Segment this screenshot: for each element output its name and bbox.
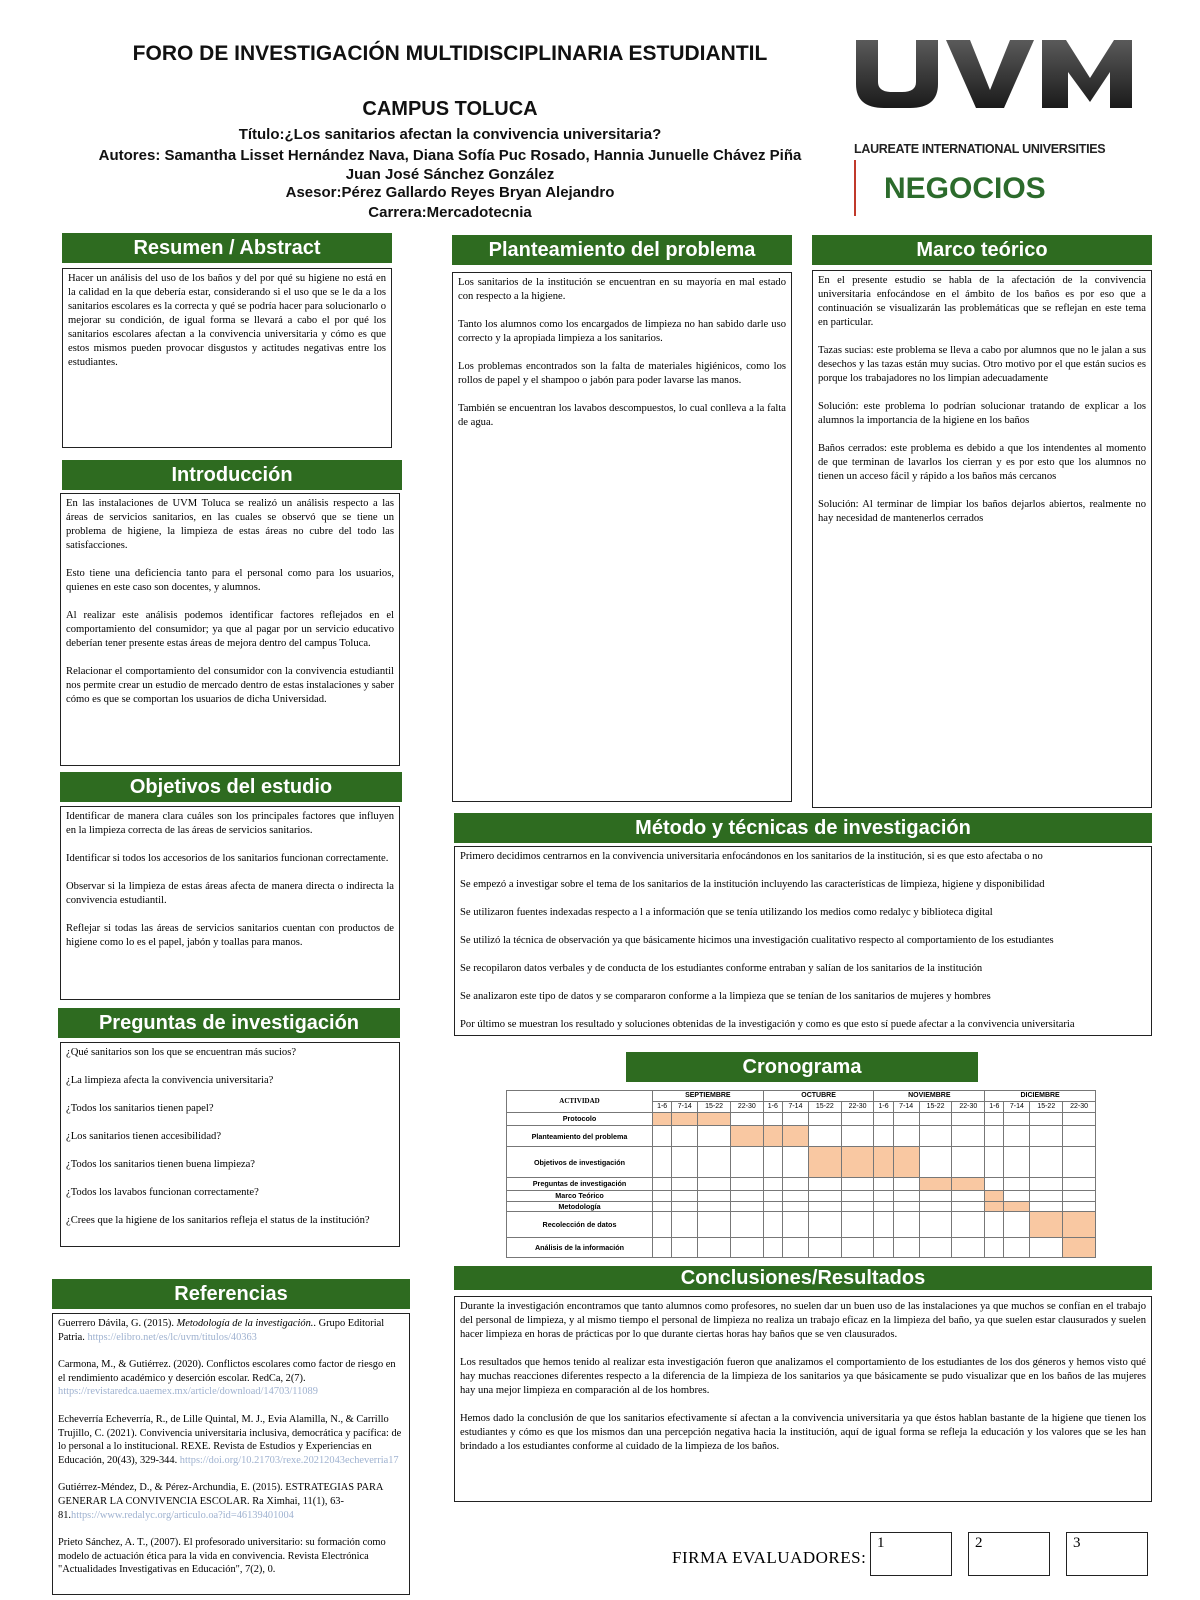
month-header: OCTUBRE: [763, 1091, 874, 1102]
schedule-cell: [874, 1177, 893, 1190]
schedule-cell: [919, 1147, 952, 1177]
introduccion-box: [60, 493, 400, 766]
reference-item: Gutiérrez-Méndez, D., & Pérez-Archundia, E. (2015). ESTRATEGIAS PARA GENERAR LA CONVIVENCIA ESCOLAR. Ra Ximhai, 11(1), 63-81.https://www.redalyc.org/articulo.oa?id=46139401004: [58, 1482, 383, 1521]
schedule-cell: [952, 1238, 985, 1258]
schedule-cell: [952, 1201, 985, 1212]
schedule-cell: [874, 1238, 893, 1258]
conclusiones-paragraph: Durante la investigación encontramos que tanto alumnos como profesores, no suelen dar un buen uso de las instalaciones ya que muchos se confían en el trabajo del personal de limpieza, y al mismo tiempo el personal de limpieza no realiza un trabajo eficaz en la limpieza del baño, ya que suelen estar clausurados y suelen hacer limpieza en horas de prácticas por lo que durante ciertas horas hay baños que se ven clausurados.: [460, 1301, 1146, 1340]
schedule-cell: [808, 1125, 841, 1147]
signature-box-3[interactable]: 3: [1066, 1532, 1148, 1576]
schedule-cell: [985, 1190, 1004, 1201]
schedule-cell: [808, 1112, 841, 1125]
referencias-title: Referencias: [52, 1279, 410, 1309]
schedule-cell: [730, 1238, 763, 1258]
referencias-box: [52, 1313, 410, 1595]
cronograma-row: [507, 1147, 1096, 1177]
schedule-cell: [841, 1238, 874, 1258]
schedule-cell: [1063, 1190, 1096, 1201]
week-header: 15-22: [808, 1101, 841, 1112]
cronograma-title: Cronograma: [626, 1052, 978, 1082]
schedule-cell: [1004, 1147, 1030, 1177]
schedule-cell: [1004, 1112, 1030, 1125]
schedule-cell: [841, 1112, 874, 1125]
schedule-cell: [763, 1112, 782, 1125]
planteamiento-title: Planteamiento del problema: [452, 235, 792, 265]
schedule-cell: [653, 1201, 672, 1212]
schedule-cell: [698, 1238, 731, 1258]
logo-divider: [854, 160, 856, 216]
schedule-cell: [1030, 1190, 1063, 1201]
schedule-cell: [698, 1212, 731, 1238]
uvm-logo-mark: [854, 38, 1134, 110]
pregunta-item: ¿Todos los sanitarios tienen papel?: [66, 1103, 214, 1114]
schedule-cell: [1004, 1201, 1030, 1212]
schedule-cell: [952, 1112, 985, 1125]
week-header: 1-6: [874, 1101, 893, 1112]
schedule-cell: [653, 1125, 672, 1147]
objetivos-paragraph: Identificar de manera clara cuáles son los principales factores que influyen en la limpieza correcta de las áreas de servicios sanitarios.: [66, 811, 394, 836]
month-header: SEPTIEMBRE: [653, 1091, 764, 1102]
conclusiones-title: Conclusiones/Resultados: [454, 1266, 1152, 1290]
marco-paragraph: En el presente estudio se habla de la afectación de la convivencia universitaria enfocándose en el ámbito de los baños es por eso que a continuación se visualizarán las problemáticas que se reflejan en este tema en particular.: [818, 275, 1146, 328]
schedule-cell: [985, 1238, 1004, 1258]
uvm-logo: [850, 38, 1140, 214]
introduccion-paragraph: Al realizar este análisis podemos identificar factores reflejados en el comportamiento del consumidor; ya que al pagar por un servicio educativo deberían tener presente estas áreas de mejora dentro del campus Toluca.: [66, 610, 394, 649]
pregunta-item: ¿Todos los lavabos funcionan correctamente?: [66, 1187, 259, 1198]
reference-link[interactable]: https://revistaredca.uaemex.mx/article/download/14703/11089: [58, 1386, 318, 1398]
objetivos-paragraph: Identificar si todos los accesorios de los sanitarios funcionan correctamente.: [66, 853, 389, 864]
week-header: 22-30: [841, 1101, 874, 1112]
campus-title: CAMPUS TOLUCA: [362, 98, 538, 120]
schedule-cell: [672, 1177, 698, 1190]
signature-box-2[interactable]: 2: [968, 1532, 1050, 1576]
schedule-cell: [985, 1125, 1004, 1147]
schedule-cell: [1063, 1212, 1096, 1238]
activity-label: Planteamiento del problema: [507, 1125, 653, 1147]
objetivos-box: [60, 806, 400, 1000]
metodo-box: [454, 846, 1152, 1036]
cronograma-row: [507, 1177, 1096, 1190]
metodo-title: Método y técnicas de investigación: [454, 813, 1152, 843]
planteamiento-box: [452, 272, 792, 802]
schedule-cell: [1004, 1212, 1030, 1238]
reference-item: Echeverría Echeverría, R., de Lille Quintal, M. J., Evia Alamilla, N., & Carrillo Trujillo, C. (2021). Convivencia universitaria inclusiva, democrática y pacífica: de lo personal a lo institucional. REXE. Revista de Estudios y Experiencias en Educación, 20(43), 329-344. https://doi.org/10.21703/rexe.20212043echeverria17: [58, 1413, 402, 1466]
schedule-cell: [841, 1177, 874, 1190]
schedule-cell: [730, 1147, 763, 1177]
schedule-cell: [1004, 1177, 1030, 1190]
cronograma-row: [507, 1212, 1096, 1238]
week-header: 15-22: [919, 1101, 952, 1112]
advisor: Asesor:Pérez Gallardo Reyes Bryan Alejandro: [285, 184, 615, 201]
schedule-cell: [1030, 1125, 1063, 1147]
resumen-box: [62, 268, 392, 448]
schedule-cell: [841, 1125, 874, 1147]
schedule-cell: [952, 1212, 985, 1238]
schedule-cell: [985, 1177, 1004, 1190]
objetivos-paragraph: Reflejar si todas las áreas de servicios sanitarios cuentan con productos de higiene como lo es el papel, jabón y toallas para manos.: [66, 923, 394, 948]
marco-paragraph: Tazas sucias: este problema se lleva a cabo por alumnos que no le jalan a sus desechos y las tazas están muy sucias. Otro motivo por el que están sucios es porque los trabajadores no los limpian adecuadamente: [818, 345, 1146, 384]
schedule-cell: [672, 1212, 698, 1238]
pregunta-item: ¿Crees que la higiene de los sanitarios refleja el status de la institución?: [66, 1215, 370, 1226]
schedule-cell: [919, 1125, 952, 1147]
introduccion-paragraph: Esto tiene una deficiencia tanto para el personal como para los usuarios, quienes en este caso son docentes, y alumnos.: [66, 568, 394, 593]
schedule-cell: [672, 1201, 698, 1212]
objetivos-title: Objetivos del estudio: [60, 772, 402, 802]
laureate-label: LAUREATE INTERNATIONAL UNIVERSITIES: [854, 142, 1106, 156]
activity-label: Preguntas de investigación: [507, 1177, 653, 1190]
schedule-cell: [730, 1190, 763, 1201]
introduccion-title: Introducción: [62, 460, 402, 490]
schedule-cell: [653, 1147, 672, 1177]
metodo-paragraph: Se analizaron este tipo de datos y se compararon conforme a la limpieza que se tenían de los sanitarios de mujeres y hombres: [460, 991, 991, 1002]
schedule-cell: [782, 1112, 808, 1125]
schedule-cell: [672, 1147, 698, 1177]
pregunta-item: ¿La limpieza afecta la convivencia universitaria?: [66, 1075, 274, 1086]
signature-box-1[interactable]: 1: [870, 1532, 952, 1576]
authors-line-2: Juan José Sánchez González: [345, 166, 555, 183]
schedule-cell: [1030, 1147, 1063, 1177]
conclusiones-paragraph: Los resultados que hemos tenido al realizar esta investigación fueron que analizamos el comportamiento de los estudiantes de los dos géneros y hemos visto qué hay muchas reacciones diferentes respecto a la diferencia de la limpieza de los sanitarios ya que básicamente se pudo visualizar que en los baños de las mujeres hay una mejor limpieza en comparación al de los hombres.: [460, 1357, 1146, 1396]
schedule-cell: [841, 1212, 874, 1238]
metodo-paragraph: Se empezó a investigar sobre el tema de los sanitarios de la institución incluyendo las características de limpieza, higiene y disponibilidad: [460, 879, 1045, 890]
schedule-cell: [919, 1177, 952, 1190]
reference-item: Guerrero Dávila, G. (2015). Metodología de la investigación.. Grupo Editorial Patria. https://elibro.net/es/lc/uvm/titulos/40363: [58, 1318, 385, 1343]
schedule-cell: [730, 1201, 763, 1212]
activity-label: Análisis de la información: [507, 1238, 653, 1258]
schedule-cell: [653, 1177, 672, 1190]
schedule-cell: [1030, 1238, 1063, 1258]
cronograma-row: [507, 1238, 1096, 1258]
reference-item: Prieto Sánchez, A. T., (2007). El profesorado universitario: su formación como modelo de actuación ética para la vida en convivencia. Revista Electrónica "Actualidades Investigativas en Educación", 7(2), 0.: [58, 1537, 386, 1576]
reference-link[interactable]: https://doi.org/10.21703/rexe.20212043echeverria17: [179, 1454, 399, 1466]
resumen-title: Resumen / Abstract: [62, 233, 392, 263]
schedule-cell: [874, 1112, 893, 1125]
reference-link[interactable]: https://www.redalyc.org/articulo.oa?id=46139401004: [71, 1509, 294, 1521]
schedule-cell: [672, 1238, 698, 1258]
schedule-cell: [1030, 1212, 1063, 1238]
metodo-paragraph: Primero decidimos centrarnos en la convivencia universitaria enfocándonos en los sanitarios de la institución, si es que esto afectaba o no: [460, 851, 1043, 862]
introduccion-paragraph: En las instalaciones de UVM Toluca se realizó un análisis respecto a las áreas de servicios sanitarios, en las cuales se observó que se tiene un problema de higiene, la limpieza de estas áreas no cubre del todo las satisfacciones.: [66, 498, 394, 551]
authors-line-1: Autores: Samantha Lisset Hernández Nava, Diana Sofía Puc Rosado, Hannia Junuelle Chávez Piña: [98, 147, 802, 164]
week-header: 22-30: [952, 1101, 985, 1112]
reference-link[interactable]: https://elibro.net/es/lc/uvm/titulos/40363: [87, 1331, 257, 1343]
career: Carrera:Mercadotecnia: [368, 204, 532, 221]
schedule-cell: [808, 1177, 841, 1190]
activity-label: Metodología: [507, 1201, 653, 1212]
schedule-cell: [919, 1201, 952, 1212]
introduccion-paragraph: Relacionar el comportamiento del consumidor con la convivencia estudiantil nos permite crear un estudio de mercado dentro de estas instalaciones y saber cómo es que se comportan los usuarios de dicha Universidad.: [66, 666, 394, 705]
marco-paragraph: Baños cerrados: este problema es debido a que los intendentes al momento de que terminan de lavarlos los cierran y es por esto que los alumnos no tienen un acceso fácil y rápido a los baños más cercanos: [818, 443, 1146, 482]
week-header: 1-6: [763, 1101, 782, 1112]
schedule-cell: [893, 1190, 919, 1201]
authors: [40, 146, 860, 184]
week-header: 7-14: [1004, 1101, 1030, 1112]
schedule-cell: [893, 1177, 919, 1190]
objetivos-paragraph: Observar si la limpieza de estas áreas afecta de manera directa o indirecta la convivencia estudiantil.: [66, 881, 394, 906]
schedule-cell: [985, 1201, 1004, 1212]
planteamiento-paragraph: Tanto los alumnos como los encargados de limpieza no han sabido darle uso correcto y la apropiada limpieza a los sanitarios.: [458, 319, 786, 344]
schedule-cell: [1063, 1177, 1096, 1190]
week-header: 15-22: [698, 1101, 731, 1112]
resumen-paragraph: Hacer un análisis del uso de los baños y del por qué su higiene no está en la calidad en la que debería estar, considerando si el uso que se le da a los sanitarios escolares es la correcta y qué se podría hacer para solucionarlo o mejorar su condición, de igual forma se llevará a cabo el por qué los sanitarios escolares afectan a la convivencia universitaria y cómo es que estos mismos pueden provocar disgustos y actitudes negativas entre los estudiantes.: [68, 273, 386, 368]
cronograma-month-row: [507, 1091, 1096, 1102]
pregunta-item: ¿Qué sanitarios son los que se encuentran más sucios?: [66, 1047, 297, 1058]
schedule-cell: [808, 1238, 841, 1258]
marco-paragraph: Solución: este problema lo podrían solucionar tratando de explicar a los alumnos la importancia de la higiene en los baños: [818, 401, 1146, 426]
metodo-paragraph: Se utilizó la técnica de observación ya que básicamente hicimos una investigación cualitativo respecto al comportamiento de los estudiantes: [460, 935, 1054, 946]
week-header: 1-6: [653, 1101, 672, 1112]
schedule-cell: [1063, 1238, 1096, 1258]
schedule-cell: [808, 1190, 841, 1201]
cronograma-row: [507, 1112, 1096, 1125]
week-header: 22-30: [1063, 1101, 1096, 1112]
week-header: 7-14: [782, 1101, 808, 1112]
schedule-cell: [698, 1190, 731, 1201]
week-header: 7-14: [672, 1101, 698, 1112]
schedule-cell: [893, 1201, 919, 1212]
activity-label: Objetivos de investigación: [507, 1147, 653, 1177]
schedule-cell: [874, 1125, 893, 1147]
metodo-paragraph: Se recopilaron datos verbales y de conducta de los estudiantes conforme entraban y salían de los sanitarios de la institución: [460, 963, 983, 974]
negocios-label: NEGOCIOS: [884, 172, 1046, 205]
event-title: FORO DE INVESTIGACIÓN MULTIDISCIPLINARIA ESTUDIANTIL: [132, 42, 768, 65]
schedule-cell: [763, 1201, 782, 1212]
schedule-cell: [763, 1212, 782, 1238]
planteamiento-paragraph: También se encuentran los lavabos descompuestos, lo cual conlleva a la falta de agua.: [458, 403, 786, 428]
activity-label: Recolección de datos: [507, 1212, 653, 1238]
schedule-cell: [893, 1125, 919, 1147]
schedule-cell: [952, 1177, 985, 1190]
schedule-cell: [698, 1112, 731, 1125]
schedule-cell: [893, 1212, 919, 1238]
pregunta-item: ¿Los sanitarios tienen accesibilidad?: [66, 1131, 222, 1142]
schedule-cell: [808, 1147, 841, 1177]
schedule-cell: [1004, 1238, 1030, 1258]
schedule-cell: [730, 1125, 763, 1147]
schedule-cell: [672, 1125, 698, 1147]
metodo-paragraph: Por último se muestran los resultado y soluciones obtenidas de la investigación y como es que esto sí puede afectar a la convivencia universitaria: [460, 1019, 1075, 1030]
schedule-cell: [698, 1147, 731, 1177]
schedule-cell: [782, 1177, 808, 1190]
schedule-cell: [763, 1190, 782, 1201]
schedule-cell: [952, 1147, 985, 1177]
week-header: 1-6: [985, 1101, 1004, 1112]
schedule-cell: [763, 1177, 782, 1190]
schedule-cell: [763, 1125, 782, 1147]
reference-item: Carmona, M., & Gutiérrez. (2020). Conflictos escolares como factor de riesgo en el rendimiento académico y deserción escolar. RedCa, 2(7). https://revistaredca.uaemex.mx/article/download/14703/11089: [58, 1359, 396, 1398]
schedule-cell: [841, 1147, 874, 1177]
schedule-cell: [782, 1212, 808, 1238]
conclusiones-paragraph: Hemos dado la conclusión de que los sanitarios efectivamente sí afectan a la convivencia universitaria ya que éstos hablan bastante de la higiene que tienen los estudiantes y cómo es que los mismos dan una percepción negativa hacia la institución, aquí de igual forma se refleja la educación y los valores que se les han brindado a los estudiantes conforme al cuidado de la limpieza de los baños.: [460, 1413, 1146, 1452]
schedule-cell: [985, 1147, 1004, 1177]
cronograma-table: [506, 1090, 1096, 1258]
schedule-cell: [808, 1212, 841, 1238]
schedule-cell: [782, 1125, 808, 1147]
schedule-cell: [1030, 1112, 1063, 1125]
schedule-cell: [952, 1190, 985, 1201]
preguntas-box: [60, 1042, 400, 1247]
schedule-cell: [763, 1238, 782, 1258]
week-header: 15-22: [1030, 1101, 1063, 1112]
schedule-cell: [653, 1112, 672, 1125]
schedule-cell: [730, 1212, 763, 1238]
schedule-cell: [782, 1201, 808, 1212]
schedule-cell: [874, 1212, 893, 1238]
preguntas-title: Preguntas de investigación: [58, 1008, 400, 1038]
marco-box: [812, 270, 1152, 808]
week-header: 22-30: [730, 1101, 763, 1112]
schedule-cell: [841, 1190, 874, 1201]
schedule-cell: [952, 1125, 985, 1147]
activity-label: Marco Teórico: [507, 1190, 653, 1201]
actividad-header: ACTIVIDAD: [507, 1091, 653, 1113]
schedule-cell: [808, 1201, 841, 1212]
schedule-cell: [1030, 1177, 1063, 1190]
schedule-cell: [763, 1147, 782, 1177]
schedule-cell: [919, 1212, 952, 1238]
schedule-cell: [1030, 1201, 1063, 1212]
schedule-cell: [698, 1201, 731, 1212]
pregunta-item: ¿Todos los sanitarios tienen buena limpieza?: [66, 1159, 256, 1170]
schedule-cell: [653, 1212, 672, 1238]
schedule-cell: [730, 1177, 763, 1190]
schedule-cell: [782, 1147, 808, 1177]
schedule-cell: [1004, 1190, 1030, 1201]
schedule-cell: [1063, 1125, 1096, 1147]
schedule-cell: [672, 1190, 698, 1201]
schedule-cell: [919, 1190, 952, 1201]
month-header: DICIEMBRE: [985, 1091, 1096, 1102]
schedule-cell: [653, 1238, 672, 1258]
schedule-cell: [1004, 1125, 1030, 1147]
schedule-cell: [672, 1112, 698, 1125]
schedule-cell: [874, 1147, 893, 1177]
cronograma-row: [507, 1190, 1096, 1201]
metodo-paragraph: Se utilizaron fuentes indexadas respecto a l a información que se tenía utilizando los medios como redalyc y biblioteca digital: [460, 907, 993, 918]
marco-paragraph: Solución: Al terminar de limpiar los baños dejarlos abiertos, realmente no hay necesidad de mantenerlos cerrados: [818, 499, 1146, 524]
schedule-cell: [698, 1125, 731, 1147]
schedule-cell: [893, 1147, 919, 1177]
schedule-cell: [1063, 1112, 1096, 1125]
schedule-cell: [919, 1238, 952, 1258]
schedule-cell: [893, 1112, 919, 1125]
schedule-cell: [919, 1112, 952, 1125]
schedule-cell: [841, 1201, 874, 1212]
poster-title: Título:¿Los sanitarios afectan la convivencia universitaria?: [238, 126, 662, 143]
activity-label: Protocolo: [507, 1112, 653, 1125]
cronograma-row: [507, 1125, 1096, 1147]
schedule-cell: [1063, 1147, 1096, 1177]
firma-label: FIRMA EVALUADORES:: [672, 1548, 867, 1567]
schedule-cell: [893, 1238, 919, 1258]
cronograma-row: [507, 1201, 1096, 1212]
planteamiento-paragraph: Los sanitarios de la institución se encuentran en su mayoría en mal estado con respecto a la higiene.: [458, 277, 786, 302]
schedule-cell: [698, 1177, 731, 1190]
schedule-cell: [1063, 1201, 1096, 1212]
schedule-cell: [782, 1190, 808, 1201]
week-header: 7-14: [893, 1101, 919, 1112]
schedule-cell: [985, 1112, 1004, 1125]
schedule-cell: [730, 1112, 763, 1125]
schedule-cell: [782, 1238, 808, 1258]
schedule-cell: [874, 1201, 893, 1212]
marco-title: Marco teórico: [812, 235, 1152, 265]
schedule-cell: [874, 1190, 893, 1201]
planteamiento-paragraph: Los problemas encontrados son la falta de materiales higiénicos, como los rollos de papel y el shampoo o jabón para poder lavarse las manos.: [458, 361, 786, 386]
schedule-cell: [985, 1212, 1004, 1238]
conclusiones-box: [454, 1296, 1152, 1502]
schedule-cell: [653, 1190, 672, 1201]
month-header: NOVIEMBRE: [874, 1091, 985, 1102]
